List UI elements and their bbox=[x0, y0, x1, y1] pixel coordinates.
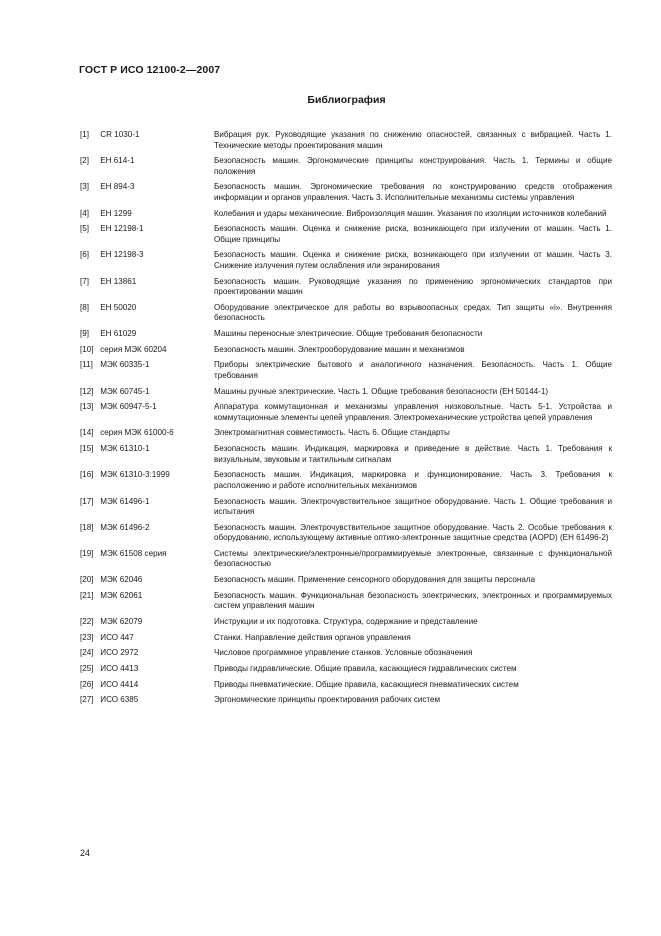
entry-reference bbox=[80, 224, 214, 235]
entry-title: Приводы гидравлические. Общие правила, касающиеся гидравлических систем bbox=[214, 664, 517, 673]
entry-standard-code: ЕН 1299 bbox=[100, 208, 132, 218]
entry-title: Безопасность машин. Руководящие указания по применению эргономических стандартов при проектировании машин bbox=[214, 276, 612, 297]
entry-standard-code: МЭК 62061 bbox=[100, 590, 143, 600]
bibliography-entry bbox=[80, 648, 612, 659]
entry-reference bbox=[80, 387, 214, 398]
entry-reference bbox=[80, 402, 214, 413]
entry-standard-code: CR 1030-1 bbox=[100, 130, 140, 139]
entry-title: Аппаратура коммутационная и механизмы управления низковольтные. Часть 5-1. Устройства и коммутационные элементы цепей управления. Электромеханические устройства цепей управления bbox=[214, 402, 612, 422]
entry-number: [10] bbox=[80, 344, 94, 354]
entry-standard-code: МЭК 61496-1 bbox=[100, 496, 150, 506]
bibliography-entry bbox=[80, 695, 612, 706]
entry-title: Инструкции и их подготовка. Структура, содержание и представление bbox=[214, 616, 478, 626]
entry-title: Электромагнитная совместимость. Часть 6. Общие стандарты bbox=[214, 428, 450, 438]
entry-number: [24] bbox=[80, 648, 94, 658]
bibliography-entry bbox=[80, 360, 612, 381]
bibliography-entry bbox=[80, 680, 612, 691]
bibliography-entry bbox=[80, 575, 612, 586]
entry-reference bbox=[80, 497, 214, 508]
entry-reference bbox=[80, 428, 214, 439]
bibliography-entry bbox=[80, 523, 612, 544]
entry-reference bbox=[80, 360, 214, 371]
entry-number: [21] bbox=[80, 590, 94, 600]
entry-reference bbox=[80, 329, 214, 340]
entry-reference bbox=[80, 664, 214, 675]
entry-number: [7] bbox=[80, 276, 89, 286]
bibliography-entry bbox=[80, 277, 612, 298]
entry-reference bbox=[80, 680, 214, 691]
bibliography-entry bbox=[80, 633, 612, 644]
entry-number: [25] bbox=[80, 664, 94, 673]
entry-number: [8] bbox=[80, 302, 89, 312]
entry-standard-code: ИСО 6385 bbox=[100, 695, 139, 705]
entry-standard-code: МЭК 60745-1 bbox=[100, 386, 150, 396]
entry-title: Числовое программное управление станков. Условные обозначения bbox=[214, 648, 473, 658]
bibliography-entry bbox=[80, 617, 612, 628]
entry-reference bbox=[80, 523, 214, 534]
bibliography-entry bbox=[80, 470, 612, 491]
entry-title: Безопасность машин. Оценка и снижение риска, возникающего при излучении от машин. Часть 1. Общие принципы bbox=[214, 224, 612, 244]
entry-number: [19] bbox=[80, 548, 94, 558]
entry-number: [16] bbox=[80, 470, 94, 480]
bibliography-entry bbox=[80, 250, 612, 271]
entry-title: Системы электрические/электронные/программируемые электронные, связанные с функциональной безопасностью bbox=[214, 548, 612, 569]
entry-standard-code: МЭК 61496-2 bbox=[100, 522, 150, 532]
entry-reference bbox=[80, 156, 214, 167]
entry-number: [1] bbox=[80, 130, 89, 139]
entry-reference bbox=[80, 470, 214, 481]
entry-title: Безопасность машин. Индикация, маркировка и приведение в действие. Часть 1. Требования к визуальным, звуковым и тактильным сигналам bbox=[214, 444, 612, 464]
entry-reference bbox=[80, 277, 214, 288]
entry-standard-code: ЕН 614-1 bbox=[100, 156, 135, 166]
entry-number: [5] bbox=[80, 224, 89, 234]
entry-title: Колебания и удары механические. Виброизоляция машин. Указания по изоляции источников колебаний bbox=[214, 208, 607, 218]
section-title: Библиография bbox=[307, 94, 386, 106]
entry-reference bbox=[80, 303, 214, 314]
page-number: 24 bbox=[80, 848, 91, 858]
entry-standard-code: ЕН 12198-1 bbox=[100, 224, 144, 234]
entry-number: [4] bbox=[80, 208, 89, 218]
bibliography-entry bbox=[80, 591, 612, 612]
bibliography-entry bbox=[80, 156, 612, 177]
entry-standard-code: МЭК 61508 серия bbox=[100, 548, 167, 558]
entry-standard-code: ЕН 13861 bbox=[100, 276, 137, 286]
entry-number: [2] bbox=[80, 156, 89, 166]
entry-standard-code: МЭК 62079 bbox=[100, 616, 143, 626]
entry-number: [12] bbox=[80, 386, 94, 396]
entry-standard-code: ИСО 4414 bbox=[100, 679, 139, 689]
entry-reference bbox=[80, 345, 214, 356]
entry-reference bbox=[80, 633, 214, 644]
entry-number: [14] bbox=[80, 428, 94, 438]
bibliography-entry bbox=[80, 444, 612, 465]
entry-title: Безопасность машин. Функциональная безопасность электрических, электронных и программируемых систем управления машин bbox=[214, 590, 612, 611]
entry-number: [13] bbox=[80, 402, 94, 412]
bibliography-entry bbox=[80, 303, 612, 324]
entry-title: Машины ручные электрические. Часть 1. Общие требования безопасности (ЕН 50144-1) bbox=[214, 386, 549, 396]
bibliography-entry bbox=[80, 130, 612, 151]
entry-number: [3] bbox=[80, 182, 89, 192]
entry-number: [26] bbox=[80, 679, 94, 689]
entry-title: Безопасность машин. Электрочувствительное защитное оборудование. Часть 2. Особые требования к оборудованию, использующему активные оптико-электронные защитные средства (AOPD) (ЕН 61496-2) bbox=[214, 522, 612, 543]
bibliography-entry bbox=[80, 182, 612, 203]
entry-title: Безопасность машин. Электрочувствительное защитное оборудование. Часть 1. Общие требования и испытания bbox=[214, 496, 612, 516]
bibliography-list bbox=[80, 130, 612, 711]
bibliography-entry bbox=[80, 549, 612, 570]
bibliography-entry bbox=[80, 428, 612, 439]
bibliography-entry bbox=[80, 664, 612, 675]
entry-title: Оборудование электрическое для работы во взрывоопасных средах. Тип защиты «i». Внутренняя безопасность bbox=[214, 302, 612, 323]
entry-standard-code: МЭК 61310-3:1999 bbox=[100, 470, 170, 480]
entry-standard-code: ЕН 894-3 bbox=[100, 182, 135, 192]
entry-standard-code: ЕН 61029 bbox=[100, 329, 137, 338]
entry-reference bbox=[80, 591, 214, 602]
entry-reference bbox=[80, 209, 214, 220]
entry-title: Станки. Направление действия органов управления bbox=[214, 632, 411, 642]
document-header: ГОСТ Р ИСО 12100-2—2007 bbox=[79, 64, 221, 76]
entry-number: [15] bbox=[80, 444, 94, 454]
entry-title: Безопасность машин. Электрооборудование машин и механизмов bbox=[214, 344, 465, 354]
entry-standard-code: серия МЭК 61000-6 bbox=[100, 428, 174, 438]
entry-reference bbox=[80, 695, 214, 706]
entry-standard-code: ИСО 4413 bbox=[100, 664, 139, 673]
entry-reference bbox=[80, 549, 214, 560]
entry-title: Вибрация рук. Руководящие указания по снижению опасностей, связанных с вибрацией. Часть 1. Технические методы проектирования машин bbox=[214, 130, 612, 150]
entry-title: Машины переносные электрические. Общие требования безопасности bbox=[214, 329, 483, 338]
bibliography-entry bbox=[80, 402, 612, 423]
entry-standard-code: ЕН 50020 bbox=[100, 302, 137, 312]
bibliography-entry bbox=[80, 497, 612, 518]
entry-number: [27] bbox=[80, 695, 94, 705]
entry-number: [22] bbox=[80, 616, 94, 626]
entry-reference bbox=[80, 130, 214, 141]
bibliography-entry bbox=[80, 209, 612, 220]
entry-title: Эргономические принципы проектирования рабочих систем bbox=[214, 695, 441, 705]
bibliography-entry bbox=[80, 345, 612, 356]
entry-title: Безопасность машин. Применение сенсорного оборудования для защиты персонала bbox=[214, 575, 536, 585]
entry-title: Безопасность машин. Индикация, маркировка и функционирование. Часть 3. Требования к расположению и работе исполнительных механизмов bbox=[214, 470, 612, 490]
entry-number: [20] bbox=[80, 575, 94, 585]
entry-reference bbox=[80, 182, 214, 193]
entry-title: Безопасность машин. Эргономические требования по конструированию средств отображения информации и органов управления. Часть 3. Исполнительные механизмы системы управления bbox=[214, 182, 612, 202]
entry-reference bbox=[80, 250, 214, 261]
entry-title: Безопасность машин. Эргономические принципы конструирования. Часть 1. Термины и общие положения bbox=[214, 156, 612, 176]
entry-number: [9] bbox=[80, 329, 89, 338]
entry-number: [11] bbox=[80, 360, 93, 370]
entry-reference bbox=[80, 575, 214, 586]
entry-number: [18] bbox=[80, 522, 94, 532]
entry-standard-code: МЭК 61310-1 bbox=[100, 444, 150, 454]
entry-standard-code: серия МЭК 60204 bbox=[100, 344, 167, 354]
bibliography-entry bbox=[80, 387, 612, 398]
entry-standard-code: МЭК 60947-5-1 bbox=[100, 402, 157, 412]
entry-standard-code: ЕН 12198-3 bbox=[100, 250, 144, 260]
bibliography-entry bbox=[80, 224, 612, 245]
entry-reference bbox=[80, 617, 214, 628]
entry-reference bbox=[80, 648, 214, 659]
entry-standard-code: МЭК 62046 bbox=[100, 575, 143, 585]
bibliography-entry bbox=[80, 329, 612, 340]
entry-title: Приборы электрические бытового и аналогичного назначения. Безопасность. Часть 1. Общие требования bbox=[214, 360, 612, 380]
entry-title: Приводы пневматические. Общие правила, касающиеся пневматических систем bbox=[214, 679, 519, 689]
entry-number: [23] bbox=[80, 632, 94, 642]
entry-number: [17] bbox=[80, 496, 94, 506]
entry-standard-code: ИСО 447 bbox=[100, 632, 134, 642]
entry-reference bbox=[80, 444, 214, 455]
entry-standard-code: ИСО 2972 bbox=[100, 648, 139, 658]
entry-title: Безопасность машин. Оценка и снижение риска, возникающего при излучении от машин. Часть 3. Снижение излучения путем ослабления или экранирования bbox=[214, 250, 612, 270]
entry-number: [6] bbox=[80, 250, 89, 260]
entry-standard-code: МЭК 60335-1 bbox=[100, 360, 150, 370]
